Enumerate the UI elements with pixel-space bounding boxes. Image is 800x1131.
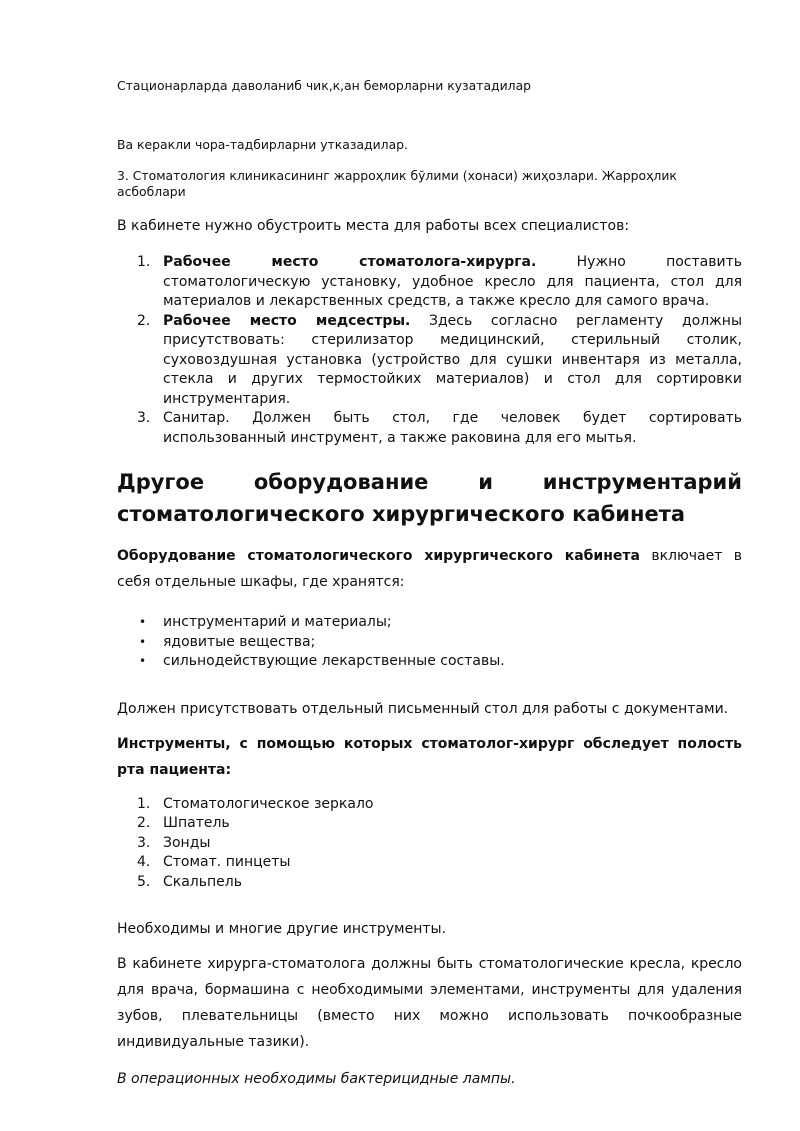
list-item: • ядовитые вещества; — [117, 633, 742, 653]
header-line-3: 3. Стоматология клиникасининг жарроҳлик бўлими (хонаси) жиҳозлари. Жарроҳлик асбоблари — [117, 168, 677, 199]
list-item: 2. Шпатель — [117, 814, 742, 834]
section-heading-line-1: Другое оборудование и инструментарий — [117, 470, 742, 494]
list-number: 1. — [137, 254, 151, 270]
closing-italic-paragraph: В операционных необходимы бактерицидные лампы. — [117, 1071, 516, 1087]
list-number: 1. — [137, 795, 151, 812]
list-item: • инструментарий и материалы; — [117, 613, 742, 633]
bullet-icon: • — [139, 615, 147, 629]
header-line-2: Ва керакли чора-тадбирларни утказадилар. — [117, 137, 408, 152]
list-number: 4. — [137, 854, 151, 870]
workplace-title: Рабочее место медсестры. — [163, 312, 411, 329]
list-item: 5. Скальпель — [117, 873, 742, 893]
workplace-text: Санитар. Должен быть стол, где человек будет сортировать использованный инструмент, а также раковина для его мытья. — [163, 410, 742, 446]
instruments-heading: Инструменты, с помощью которых стоматолог-хирург обследует полость рта пациента: — [117, 735, 742, 778]
bullet-icon: • — [139, 654, 147, 668]
equipment-paragraph — [117, 543, 742, 595]
workplaces-list — [117, 253, 742, 448]
office-paragraph: В кабинете хирурга-стоматолога должны быть стоматологические кресла, кресло для врача, бормашина с необходимыми элементами, инструменты для удаления зубов, плевательницы (вместо них можно использовать почкообразные индивидуальные тазики). — [117, 956, 742, 1050]
workplace-item — [117, 253, 742, 312]
instruments-list — [117, 795, 742, 893]
list-item: 1. Стоматологическое зеркало — [117, 795, 742, 815]
workplace-text: Здесь согласно регламенту должны присутствовать: стерилизатор медицинский, стерильный столик, суховоздушная установка (устройство для сушки инвентаря из металла, стекла и других термостойких материалов) и стол для сортировки инструментария. — [163, 312, 743, 407]
section-heading-line-2: стоматологического хирургического кабинета — [117, 502, 686, 526]
list-number: 3. — [137, 834, 151, 851]
workplace-item — [117, 312, 742, 410]
section-heading — [117, 466, 742, 530]
list-number: 2. — [137, 312, 151, 329]
list-number: 2. — [137, 815, 151, 831]
list-item: 3. Зонды — [117, 834, 742, 854]
workplace-text: Нужно поставить стоматологическую установку, удобное кресло для пациента, стол для материалов и лекарственных средств, а также кресло для самого врача. — [163, 254, 742, 309]
equipment-bold: Оборудование стоматологического хирургического кабинета — [117, 548, 640, 564]
list-item: • сильнодействующие лекарственные составы. — [117, 652, 742, 672]
intro-paragraph: В кабинете нужно обустроить места для работы всех специалистов: — [117, 218, 630, 234]
other-instruments-paragraph: Необходимы и многие другие инструменты. — [117, 921, 447, 937]
list-item: 4. Стомат. пинцеты — [117, 853, 742, 873]
desk-paragraph: Должен присутствовать отдельный письменный стол для работы с документами. — [117, 700, 729, 717]
list-number: 3. — [137, 410, 151, 426]
workplace-item — [117, 409, 742, 448]
header-line-1: Стационарларда даволаниб чик,к,ан беморларни кузатадилар — [117, 78, 532, 93]
cabinet-items-list — [117, 613, 742, 672]
workplace-title: Рабочее место стоматолога-хирурга. — [163, 254, 537, 270]
bullet-icon: • — [139, 634, 147, 649]
document-page — [117, 0, 742, 1092]
list-number: 5. — [137, 873, 151, 890]
equipment-text: включает в себя отдельные шкафы, где хранятся: — [117, 548, 742, 590]
